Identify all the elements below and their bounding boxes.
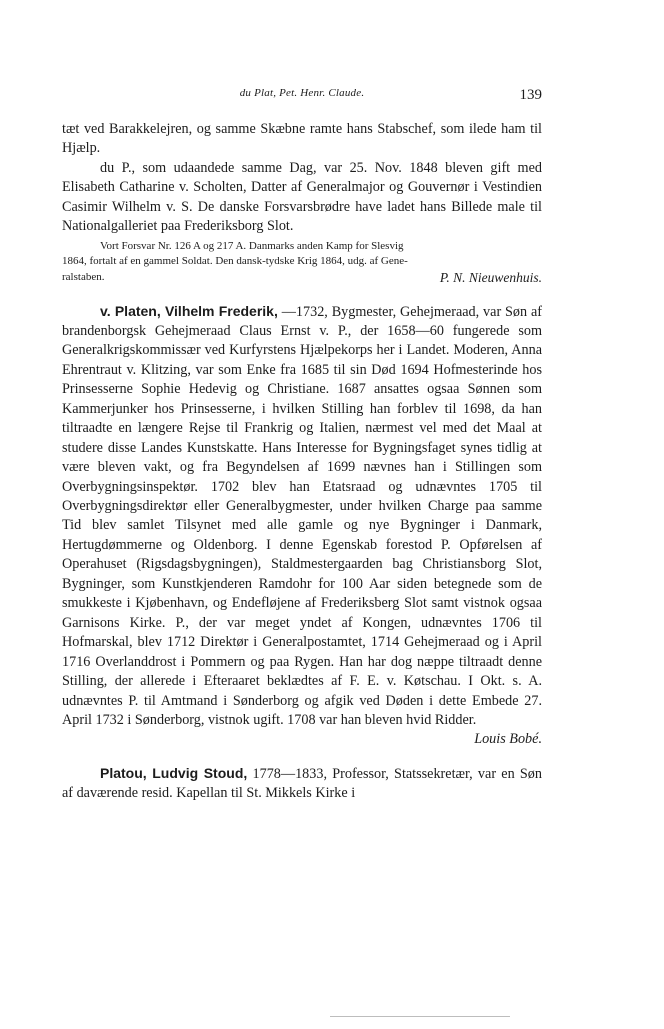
platou-entry (62, 764, 542, 804)
note-line-1: Vort Forsvar Nr. 126 A og 217 A. Danmarks anden Kamp for Slesvig (100, 239, 404, 252)
page-number: 139 (519, 87, 542, 103)
author-signature: Louis Bobé. (474, 731, 542, 748)
entry-name-platen: v. Platen, Vilhelm Frederik, (100, 302, 278, 319)
du-plat-paragraph-marriage: du P., som udaandede samme Dag, var 25. Nov. 1848 bleven gift med Elisabeth Catharine v. Scholten, Datter af Generalmajor og Gouvernør i Vestindien Casimir Wilhelm v. S. De danske Forsvarsbrødre have ladet hans Billede male til Nationalgalleriet paa Frederiksborg Slot. (62, 159, 542, 235)
running-head: du Plat, Pet. Henr. Claude. (239, 87, 365, 99)
page-header (62, 84, 542, 108)
footer-rule (330, 1016, 510, 1017)
platen-entry (62, 302, 543, 748)
du-plat-sources-note (62, 239, 542, 286)
note-line-2: 1864, fortalt af en gammel Soldat. Den dansk-tydske Krig 1864, udg. af Gene- (62, 255, 408, 268)
note-line-3: ralstaben. (62, 270, 105, 283)
author-signature: P. N. Nieuwenhuis. (439, 269, 542, 285)
platou-entry-text: 1778—1833, Professor, Statssekretær, var en Søn af daværende resid. Kapellan til St. Mikkels Kirke i (62, 765, 542, 802)
du-plat-paragraph-continued: tæt ved Barakkelejren, og samme Skæbne ramte hans Stabschef, som ilede ham til Hjælp. (62, 121, 542, 157)
entry-name-platou: Platou, Ludvig Stoud, (100, 764, 248, 781)
body-text (62, 120, 542, 804)
platen-entry-text: —1732, Bygmester, Gehejmeraad, var Søn af brandenborgsk Gehejmeraad Claus Ernst v. P., der 1658—60 fungerede som Generalkrigskommissær ved Kurfyrstens Hjælpekorps her i Landet. Moderen, Anna Ehrentraut v. Klitzing, var som Enke fra 1685 til sin Død 1694 Hofmesterinde hos Prinsesserne Sophie Hedevig og Christiane. 1687 ansattes ogsaa Sønnen som Kammerjunker hos Prinsesserne, i hvilken Stilling han forblev til 1698, da han tiltraadte en længere Rejse til Frankrig og Italien, nærmest vel med det Maal at studere disse Landes Kunstskatte. Hans Interesse for Bygningsfaget synes tidlig at være bleven vakt, og fra Begyndelsen af 1699 nævnes han i Stillingen som Overbygningsinspektør. 1702 blev han Etatsraad og udnævntes 1705 til Overbygningsdirektør eller Generalbygmester, under hvilken Charge paa samme Tid blev samlet Tilsynet med alle gamle og nye Bygninger i Danmark, Hertugdømmerne og Oldenborg. I denne Egenskab forestod P. Opførelsen af Operahuset (Rigsdagsbygningen), Staldmestergaarden bag Christiansborg Slot, Bygninger, som Kunstkjenderen Ramdohr for 100 Aar siden betegnede som de smukkeste i Kjøbenhavn, og Endefløjene af Frederiksberg Slot samt vistnok ogsaa Garnisons Kirke. P., der var meget yndet af Kongen, udnævntes 1706 til Hofmarskal, blev 1712 Direktør i Generalpostamtet, 1714 Gehejmeraad og i April 1716 Overlanddrost i Pommern og paa Rygen. Han har dog næppe tiltraadt denne Stilling, der allerede i Efteraaret beklædtes af F. E. v. Køtschau. I Okt. s. A. udnævntes P. til Amtmand i Sønderborg og afgik ved Døden i dette Embede 27. April 1732 i Sønderborg, vistnok ugift. 1708 var han bleven hvid Ridder. (62, 303, 543, 729)
